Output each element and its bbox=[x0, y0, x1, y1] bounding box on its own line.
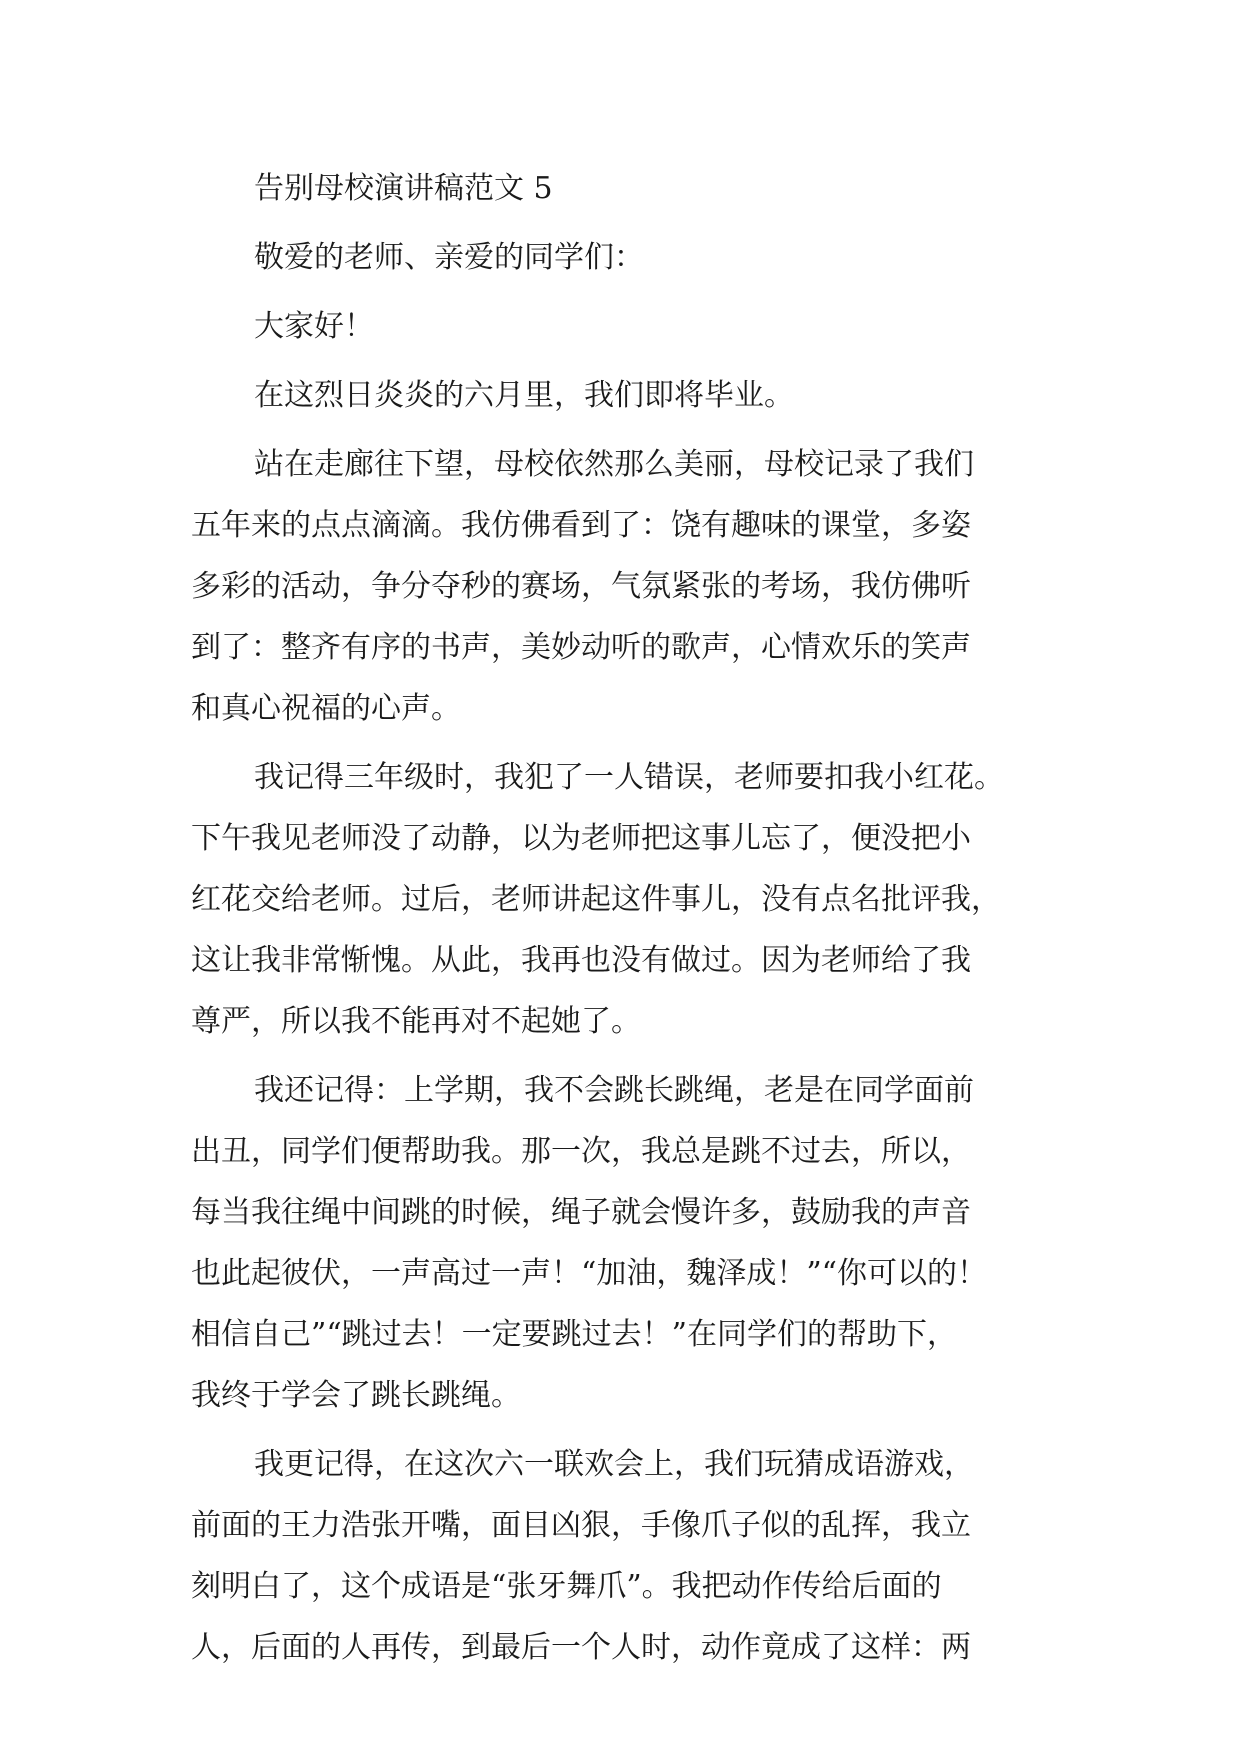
document-title-paragraph bbox=[191, 158, 1061, 219]
paragraph-line: 每当我往绳中间跳的时候，绳子就会慢许多，鼓励我的声音 bbox=[191, 1195, 971, 1230]
paragraph-line: 在这烈日炎炎的六月里，我们即将毕业。 bbox=[254, 378, 794, 413]
paragraph-line: 刻明白了，这个成语是“张牙舞爪”。我把动作传给后面的 bbox=[191, 1569, 942, 1604]
paragraph-1 bbox=[191, 365, 1061, 426]
document-title: 告别母校演讲稿范文 5 bbox=[254, 171, 553, 206]
paragraph-line: 人，后面的人再传，到最后一个人时，动作竟成了这样：两 bbox=[191, 1630, 971, 1665]
paragraph-line: 红花交给老师。过后，老师讲起这件事儿，没有点名批评我， bbox=[191, 882, 1001, 917]
paragraph-line: 这让我非常惭愧。从此，我再也没有做过。因为老师给了我 bbox=[191, 943, 971, 978]
paragraph-line: 五年来的点点滴滴。我仿佛看到了：饶有趣味的课堂，多姿 bbox=[191, 508, 971, 543]
salutation: 敬爱的老师、亲爱的同学们： bbox=[254, 240, 644, 275]
paragraph-5 bbox=[191, 1434, 1061, 1678]
salutation-paragraph bbox=[191, 227, 1061, 288]
paragraph-2 bbox=[191, 434, 1061, 739]
paragraph-line: 到了：整齐有序的书声，美妙动听的歌声，心情欢乐的笑声 bbox=[191, 630, 971, 665]
greeting: 大家好！ bbox=[254, 309, 374, 344]
paragraph-line: 和真心祝福的心声。 bbox=[191, 691, 461, 726]
paragraph-line: 站在走廊往下望，母校依然那么美丽，母校记录了我们 bbox=[254, 447, 974, 482]
paragraph-line: 尊严，所以我不能再对不起她了。 bbox=[191, 1004, 641, 1039]
paragraph-line: 多彩的活动，争分夺秒的赛场，气氛紧张的考场，我仿佛听 bbox=[191, 569, 971, 604]
paragraph-line: 我更记得，在这次六一联欢会上，我们玩猜成语游戏， bbox=[254, 1447, 974, 1482]
paragraph-line: 出丑，同学们便帮助我。那一次，我总是跳不过去，所以， bbox=[191, 1134, 971, 1169]
paragraph-4 bbox=[191, 1060, 1061, 1426]
paragraph-line: 下午我见老师没了动静，以为老师把这事儿忘了，便没把小 bbox=[191, 821, 971, 856]
paragraph-line: 也此起彼伏，一声高过一声！“加油，魏泽成！”“你可以的！ bbox=[191, 1256, 988, 1291]
paragraph-line: 前面的王力浩张开嘴，面目凶狠，手像爪子似的乱挥，我立 bbox=[191, 1508, 971, 1543]
paragraph-3 bbox=[191, 747, 1061, 1052]
greeting-paragraph bbox=[191, 296, 1061, 357]
paragraph-line: 相信自己”“跳过去！一定要跳过去！”在同学们的帮助下， bbox=[191, 1317, 958, 1352]
document-body bbox=[191, 158, 1061, 1686]
paragraph-line: 我记得三年级时，我犯了一人错误，老师要扣我小红花。 bbox=[254, 760, 1004, 795]
paragraph-line: 我还记得：上学期，我不会跳长跳绳，老是在同学面前 bbox=[254, 1073, 974, 1108]
paragraph-line: 我终于学会了跳长跳绳。 bbox=[191, 1378, 521, 1413]
